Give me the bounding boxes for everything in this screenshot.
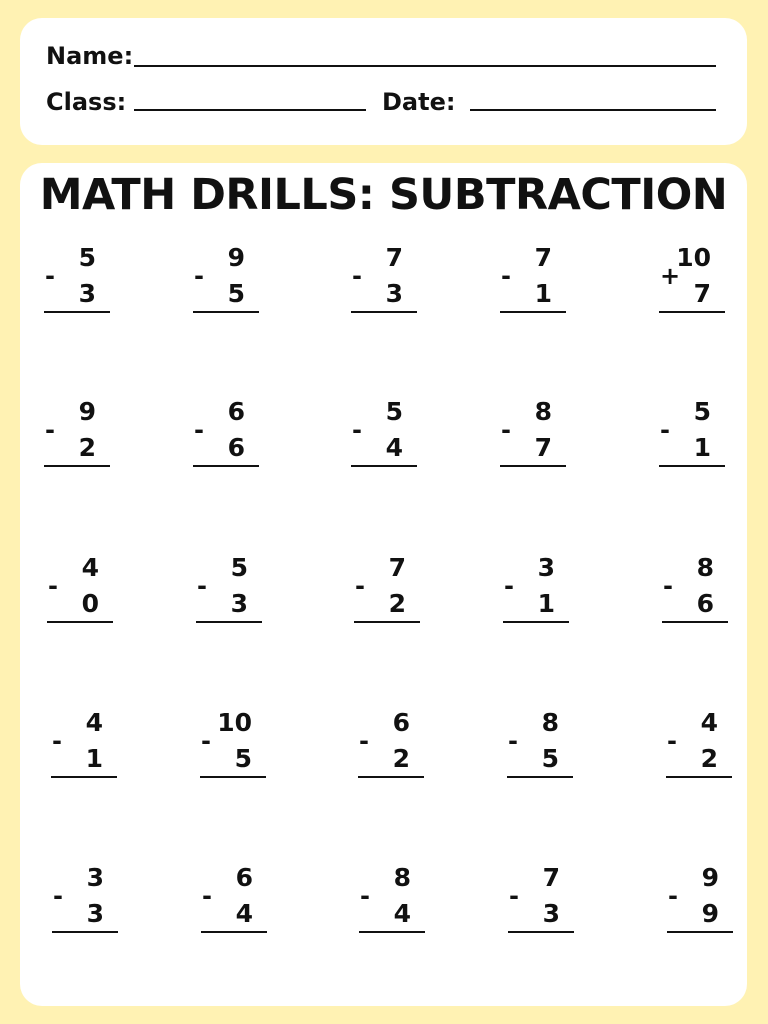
problem bbox=[193, 243, 259, 313]
answer-line bbox=[196, 621, 262, 623]
operator-sign: - bbox=[663, 572, 673, 600]
class-line bbox=[134, 109, 366, 111]
operator-sign: - bbox=[668, 882, 678, 910]
operator-sign: - bbox=[52, 727, 62, 755]
answer-line bbox=[44, 465, 110, 467]
problem bbox=[354, 553, 420, 623]
answer-line bbox=[200, 776, 266, 778]
minuend: 5 bbox=[230, 553, 248, 582]
date-line bbox=[470, 109, 716, 111]
subtrahend: 5 bbox=[541, 744, 559, 773]
operator-sign: - bbox=[355, 572, 365, 600]
answer-line bbox=[508, 931, 574, 933]
problem bbox=[201, 863, 267, 933]
answer-line bbox=[500, 465, 566, 467]
operator-sign: - bbox=[53, 882, 63, 910]
problem bbox=[667, 863, 733, 933]
problem bbox=[358, 708, 424, 778]
minuend: 6 bbox=[227, 397, 245, 426]
operator-sign: - bbox=[194, 416, 204, 444]
problem bbox=[51, 708, 117, 778]
subtrahend: 2 bbox=[700, 744, 718, 773]
subtrahend: 3 bbox=[542, 899, 560, 928]
operator-sign: - bbox=[667, 727, 677, 755]
operator-sign: - bbox=[45, 262, 55, 290]
problem bbox=[196, 553, 262, 623]
answer-line bbox=[659, 465, 725, 467]
name-line bbox=[134, 65, 716, 67]
answer-line bbox=[351, 465, 417, 467]
minuend: 7 bbox=[385, 243, 403, 272]
problem bbox=[662, 553, 728, 623]
problem bbox=[500, 397, 566, 467]
operator-sign: - bbox=[45, 416, 55, 444]
problem bbox=[193, 397, 259, 467]
drill-card bbox=[20, 163, 747, 1006]
subtrahend: 9 bbox=[701, 899, 719, 928]
subtrahend: 3 bbox=[385, 279, 403, 308]
date-label: Date: bbox=[382, 88, 456, 116]
subtrahend: 2 bbox=[388, 589, 406, 618]
subtrahend: 5 bbox=[234, 744, 252, 773]
subtrahend: 3 bbox=[230, 589, 248, 618]
subtrahend: 0 bbox=[81, 589, 99, 618]
problem bbox=[47, 553, 113, 623]
minuend: 5 bbox=[385, 397, 403, 426]
minuend: 7 bbox=[534, 243, 552, 272]
subtrahend: 4 bbox=[385, 433, 403, 462]
answer-line bbox=[52, 931, 118, 933]
problem bbox=[52, 863, 118, 933]
problem bbox=[200, 708, 266, 778]
answer-line bbox=[47, 621, 113, 623]
subtrahend: 6 bbox=[227, 433, 245, 462]
minuend: 8 bbox=[393, 863, 411, 892]
answer-line bbox=[359, 931, 425, 933]
minuend: 4 bbox=[81, 553, 99, 582]
operator-sign: - bbox=[508, 727, 518, 755]
subtrahend: 3 bbox=[86, 899, 104, 928]
problem bbox=[666, 708, 732, 778]
minuend: 6 bbox=[392, 708, 410, 737]
subtrahend: 6 bbox=[696, 589, 714, 618]
student-info-card bbox=[20, 18, 747, 145]
answer-line bbox=[193, 465, 259, 467]
operator-sign: - bbox=[352, 262, 362, 290]
minuend: 9 bbox=[227, 243, 245, 272]
minuend: 3 bbox=[86, 863, 104, 892]
subtrahend: 5 bbox=[227, 279, 245, 308]
operator-sign: - bbox=[509, 882, 519, 910]
answer-line bbox=[667, 931, 733, 933]
problem bbox=[44, 243, 110, 313]
worksheet-title: MATH DRILLS: SUBTRACTION bbox=[39, 170, 728, 220]
answer-line bbox=[201, 931, 267, 933]
answer-line bbox=[666, 776, 732, 778]
subtrahend: 1 bbox=[537, 589, 555, 618]
subtrahend: 7 bbox=[693, 279, 711, 308]
problem bbox=[507, 708, 573, 778]
answer-line bbox=[354, 621, 420, 623]
operator-sign: - bbox=[501, 416, 511, 444]
operator-sign: - bbox=[660, 416, 670, 444]
minuend: 9 bbox=[78, 397, 96, 426]
minuend: 10 bbox=[676, 243, 711, 272]
answer-line bbox=[51, 776, 117, 778]
problem bbox=[503, 553, 569, 623]
operator-sign: - bbox=[504, 572, 514, 600]
subtrahend: 4 bbox=[393, 899, 411, 928]
minuend: 10 bbox=[217, 708, 252, 737]
problem bbox=[351, 397, 417, 467]
answer-line bbox=[662, 621, 728, 623]
minuend: 6 bbox=[235, 863, 253, 892]
operator-sign: + bbox=[660, 262, 681, 290]
minuend: 5 bbox=[693, 397, 711, 426]
subtrahend: 7 bbox=[534, 433, 552, 462]
answer-line bbox=[351, 311, 417, 313]
minuend: 8 bbox=[541, 708, 559, 737]
operator-sign: - bbox=[501, 262, 511, 290]
name-label: Name: bbox=[46, 42, 134, 70]
problem bbox=[359, 863, 425, 933]
answer-line bbox=[193, 311, 259, 313]
subtrahend: 3 bbox=[78, 279, 96, 308]
answer-line bbox=[503, 621, 569, 623]
problem bbox=[500, 243, 566, 313]
minuend: 8 bbox=[534, 397, 552, 426]
operator-sign: - bbox=[194, 262, 204, 290]
operator-sign: - bbox=[360, 882, 370, 910]
minuend: 4 bbox=[700, 708, 718, 737]
minuend: 3 bbox=[537, 553, 555, 582]
answer-line bbox=[507, 776, 573, 778]
minuend: 7 bbox=[388, 553, 406, 582]
operator-sign: - bbox=[202, 882, 212, 910]
minuend: 9 bbox=[701, 863, 719, 892]
problem bbox=[659, 243, 725, 313]
minuend: 4 bbox=[85, 708, 103, 737]
answer-line bbox=[358, 776, 424, 778]
answer-line bbox=[44, 311, 110, 313]
subtrahend: 1 bbox=[85, 744, 103, 773]
minuend: 5 bbox=[78, 243, 96, 272]
operator-sign: - bbox=[48, 572, 58, 600]
subtrahend: 4 bbox=[235, 899, 253, 928]
subtrahend: 1 bbox=[534, 279, 552, 308]
minuend: 7 bbox=[542, 863, 560, 892]
problem bbox=[44, 397, 110, 467]
operator-sign: - bbox=[359, 727, 369, 755]
subtrahend: 2 bbox=[392, 744, 410, 773]
answer-line bbox=[500, 311, 566, 313]
problem bbox=[351, 243, 417, 313]
class-label: Class: bbox=[46, 88, 127, 116]
answer-line bbox=[659, 311, 725, 313]
subtrahend: 2 bbox=[78, 433, 96, 462]
operator-sign: - bbox=[201, 727, 211, 755]
problem bbox=[659, 397, 725, 467]
subtrahend: 1 bbox=[693, 433, 711, 462]
operator-sign: - bbox=[352, 416, 362, 444]
minuend: 8 bbox=[696, 553, 714, 582]
operator-sign: - bbox=[197, 572, 207, 600]
problem bbox=[508, 863, 574, 933]
